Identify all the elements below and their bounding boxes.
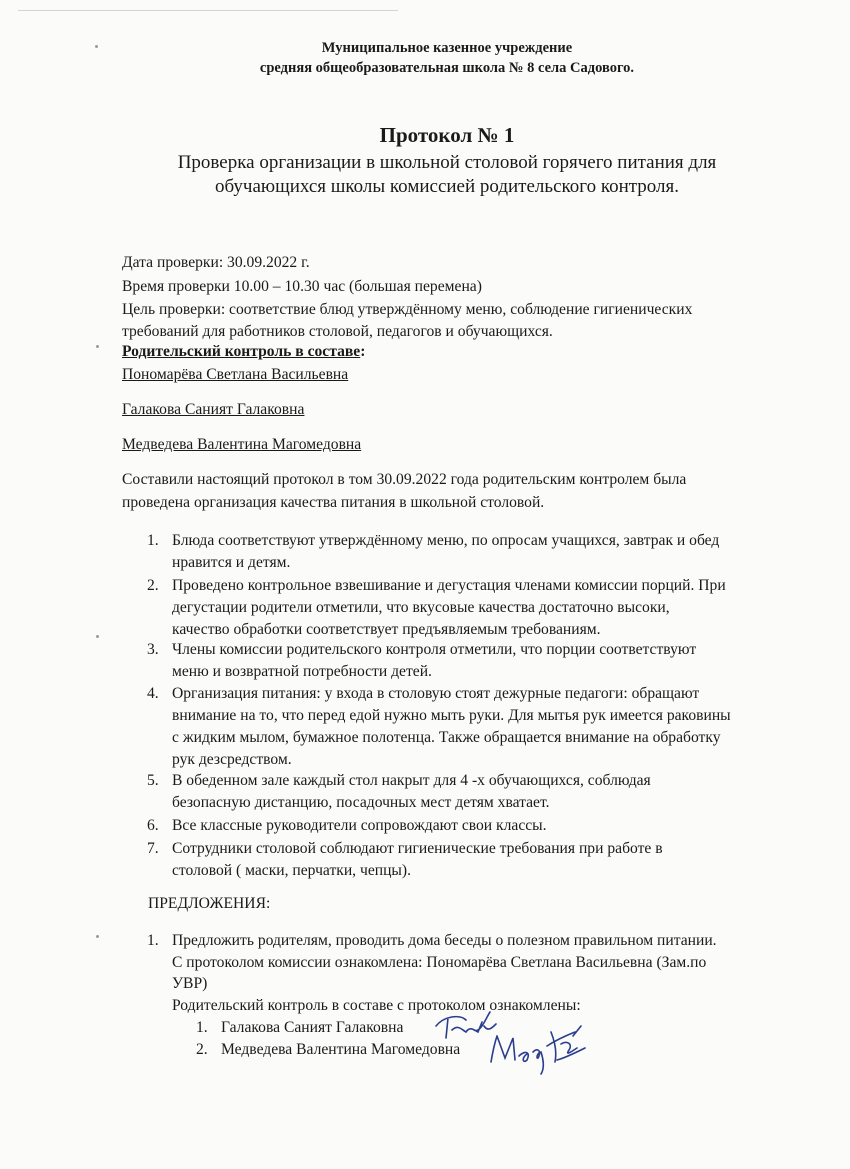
finding-text-line: Проведено контрольное взвешивание и дегустация членами комиссии порций. При — [172, 577, 726, 594]
document-subtitle-line1: Проверка организации в школьной столовой горячего питания для — [177, 152, 717, 173]
document-title: Протокол № 1 — [379, 123, 515, 147]
finding-text-line: Члены комиссии родительского контроля отметили, что порции соответствуют — [172, 641, 697, 658]
intro-line2: проведена организация качества питания в школьной столовой. — [122, 494, 545, 511]
finding-text-line: безопасную дистанцию, посадочных мест детям хватает. — [172, 794, 550, 811]
signatory-number: 1. — [196, 1019, 208, 1036]
scan-speck — [96, 935, 99, 938]
finding-text-line: Организация питания: у входа в столовую стоят дежурные педагоги: обращают — [172, 685, 700, 702]
intro-line1: Составили настоящий протокол в том 30.09.2022 года родительским контролем была — [122, 471, 687, 488]
finding-number: 3. — [147, 641, 159, 658]
signatory-name: Галакова Саният Галаковна — [221, 1019, 404, 1036]
finding-text-line: Сотрудники столовой соблюдают гигиенические требования при работе в — [172, 840, 663, 857]
finding-text-line: дегустации родители отметили, что вкусовые качества достаточно высоки, — [172, 599, 670, 616]
proposal-text-line: УВР) — [172, 975, 208, 992]
proposal-text-line: Предложить родителям, проводить дома беседы о полезном правильном питании. — [172, 932, 717, 949]
scan-speck — [96, 345, 99, 348]
finding-text-line: столовой ( маски, перчатки, чепцы). — [172, 862, 411, 879]
signature-medvedeva — [485, 1022, 595, 1078]
inspection-goal-line1: Цель проверки: соответствие блюд утверждённому меню, соблюдение гигиенических — [122, 301, 693, 318]
commission-member: Пономарёва Светлана Васильевна — [122, 366, 349, 383]
proposals-heading: ПРЕДЛОЖЕНИЯ: — [148, 895, 271, 912]
finding-text-line: нравится и детям. — [172, 554, 291, 571]
inspection-date: Дата проверки: 30.09.2022 г. — [122, 254, 310, 271]
finding-text-line: Блюда соответствуют утверждённому меню, по опросам учащихся, завтрак и обед — [172, 532, 720, 549]
signatory-name: Медведева Валентина Магомедовна — [221, 1041, 461, 1058]
inspection-goal-line2: требований для работников столовой, педагогов и обучающихся. — [122, 323, 553, 340]
institution-name: Муниципальное казенное учреждение — [321, 40, 573, 56]
finding-text-line: Все классные руководители сопровождают свои классы. — [172, 817, 547, 834]
finding-text-line: В обеденном зале каждый стол накрыт для 4 -х обучающихся, соблюдая — [172, 772, 651, 789]
inspection-time: Время проверки 10.00 – 10.30 час (большая перемена) — [122, 278, 482, 295]
finding-number: 7. — [147, 840, 159, 857]
finding-text-line: рук дезсредством. — [172, 751, 292, 768]
finding-text-line: внимание на то, что перед едой нужно мыть руки. Для мытья рук имеется раковины — [172, 707, 731, 724]
commission-member: Медведева Валентина Магомедовна — [122, 436, 362, 453]
document-subtitle-line2: обучающихся школы комиссией родительского контроля. — [214, 176, 680, 197]
commission-heading-text: Родительский контроль в составе — [122, 343, 361, 360]
finding-text-line: качество обработки соответствует предъявляемым требованиям. — [172, 621, 601, 638]
proposal-number: 1. — [147, 932, 159, 949]
finding-number: 4. — [147, 685, 159, 702]
commission-member: Галакова Саният Галаковна — [122, 401, 305, 418]
finding-number: 5. — [147, 772, 159, 789]
signatory-number: 2. — [196, 1041, 208, 1058]
commission-heading-colon: : — [360, 343, 366, 360]
scan-speck — [96, 635, 99, 638]
proposal-text-line: Родительский контроль в составе с протоколом ознакомлены: — [172, 996, 581, 1014]
school-name: средняя общеобразовательная школа № 8 села Садового. — [259, 60, 635, 76]
finding-number: 1. — [147, 532, 159, 549]
finding-number: 2. — [147, 577, 159, 594]
scan-edge-line — [18, 10, 398, 11]
finding-text-line: меню и возвратной потребности детей. — [172, 663, 432, 680]
finding-text-line: с жидким мылом, бумажное полотенца. Также обращается внимание на обработку — [172, 729, 721, 746]
commission-heading — [122, 343, 365, 361]
proposal-text-line: С протоколом комиссии ознакомлена: Пономарёва Светлана Васильевна (Зам.по — [172, 953, 707, 971]
finding-number: 6. — [147, 817, 159, 834]
